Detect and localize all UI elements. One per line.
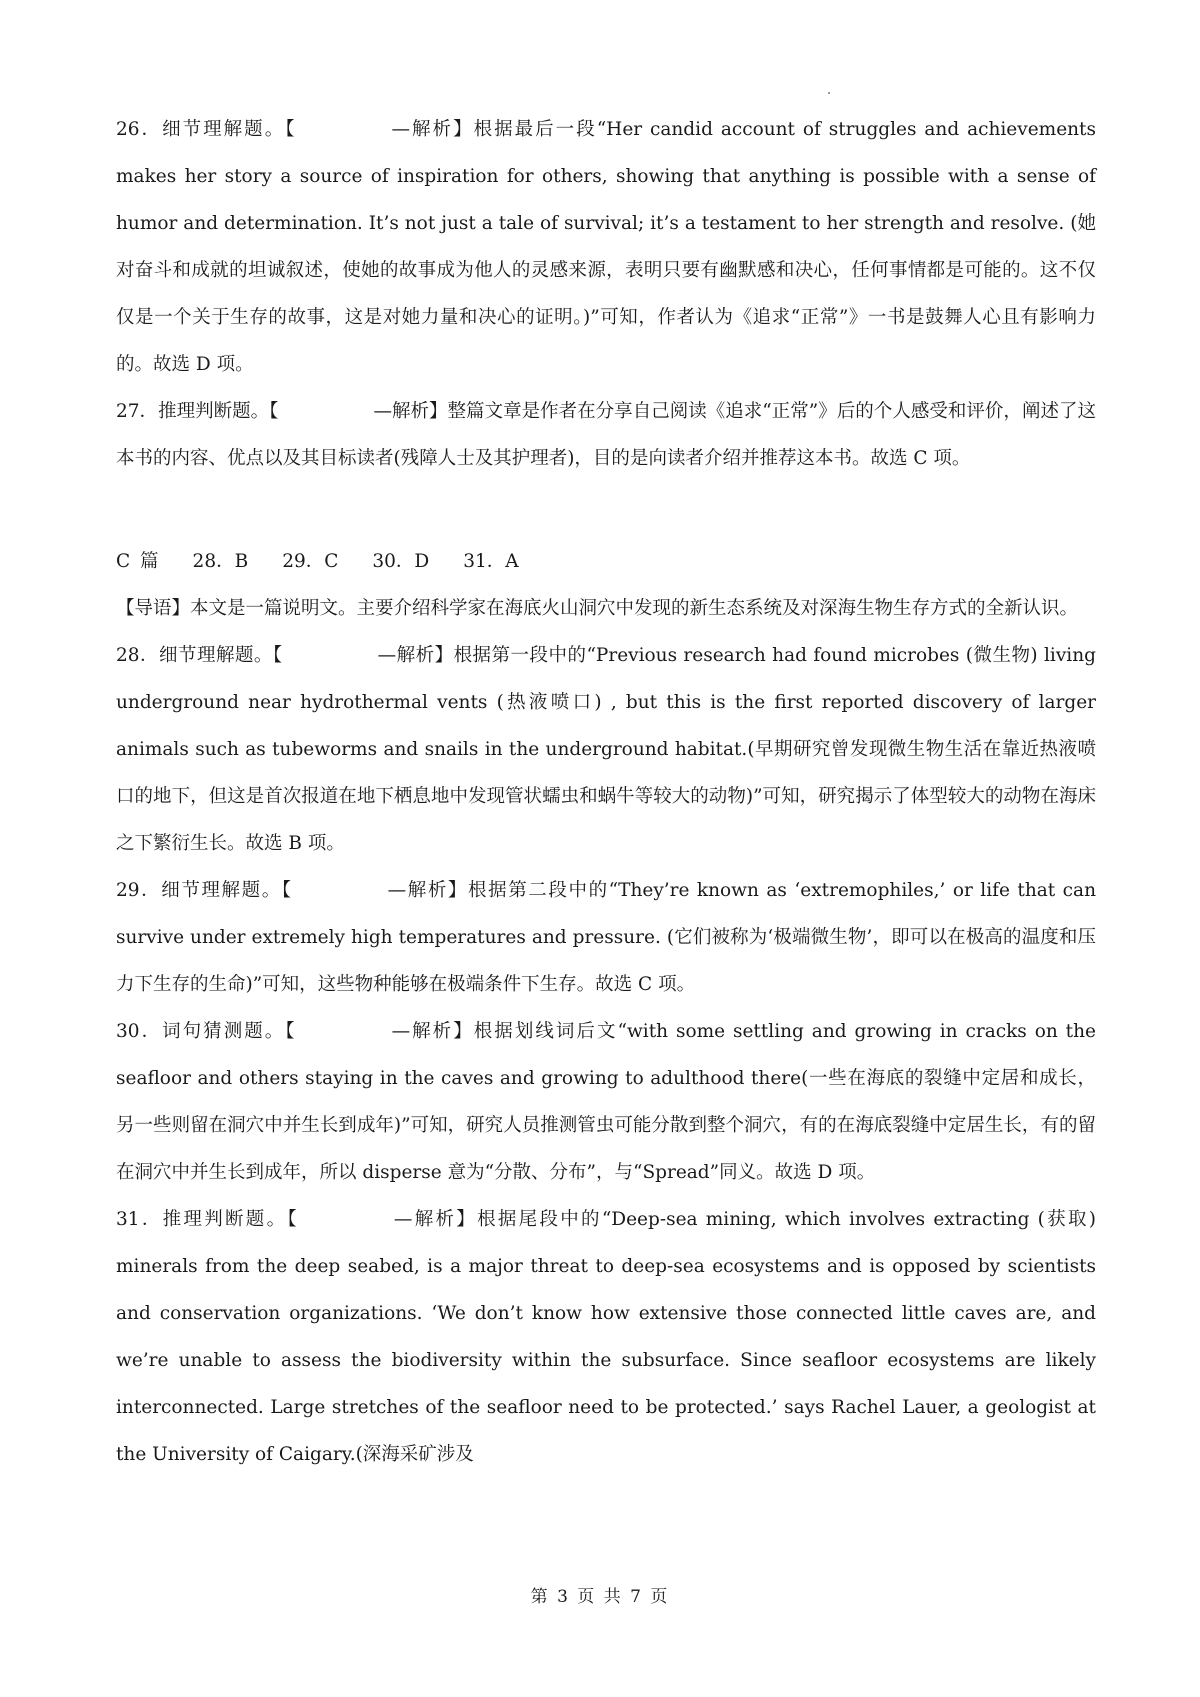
analysis-tag: —解析】 xyxy=(377,645,454,666)
analysis-text: 根据尾段中的“Deep-sea mining, which involves extracting (获取) minerals from the deep seabed, is a major threat to deep-sea ecosystems and is opposed by scientists and conservation organizations. ‘We don’t know how extensive those connected little caves are, and we’re unable to assess the biodiversity within the subsurface. Since seafloor ecosystems are likely interconnected. Large stretches of the seafloor need to be protected.’ says Rachel Lauer, a geologist at the University of Caigary.(深海采矿涉及 xyxy=(116,1209,1096,1465)
analysis-tag: —解析】 xyxy=(387,880,469,901)
answer-30 xyxy=(116,1008,1096,1196)
analysis-tag: —解析】 xyxy=(391,1021,474,1042)
question-number: 29． xyxy=(116,880,162,901)
analysis-text: 根据第二段中的“They’re known as ‘extremophiles,’ or life that can survive under extremely high temperatures and pressure. (它们被称为‘极端微生物’，即可以在极高的温度和压力下生存的生命)”可知，这些物种能够在极端条件下生存。故选 C 项。 xyxy=(116,880,1096,995)
question-number: 26． xyxy=(116,119,163,140)
question-number: 28． xyxy=(116,645,160,666)
answer-29 xyxy=(116,867,1096,1008)
answer-key-row xyxy=(116,538,1096,585)
answer-26 xyxy=(116,106,1096,388)
section-label: C 篇 xyxy=(116,551,159,572)
answer-key: 29．C xyxy=(282,551,339,572)
answer-key: 28．B xyxy=(192,551,249,572)
question-type: 词句猜测题。【 xyxy=(162,1021,297,1042)
question-type: 细节理解题。【 xyxy=(161,880,293,901)
stray-mark xyxy=(828,92,830,94)
analysis-text: 整篇文章是作者在分享自己阅读《追求“正常”》后的个人感受和评价，阐述了这本书的内容、优点以及其目标读者(残障人士及其护理者)，目的是向读者介绍并推荐这本书。故选 C 项。 xyxy=(116,401,1096,469)
analysis-tag: —解析】 xyxy=(393,1209,478,1230)
answer-key: 30．D xyxy=(372,551,430,572)
question-number: 31． xyxy=(116,1209,163,1230)
answer-28 xyxy=(116,632,1096,867)
question-type: 推理判断题。【 xyxy=(158,401,279,422)
analysis-text: 根据第一段中的“Previous research had found microbes (微生物) living underground near hydrothermal vents (热液喷口) , but this is the first reported discovery of larger animals such as tubeworms and snails in the underground habitat.(早期研究曾发现微生物生活在靠近热液喷口的地下，但这是首次报道在地下栖息地中发现管状蠕虫和蜗牛等较大的动物)”可知，研究揭示了体型较大的动物在海床之下繁衍生长。故选 B 项。 xyxy=(116,645,1096,854)
page-number: 第 3 页 共 7 页 xyxy=(530,1587,670,1607)
analysis-tag: —解析】 xyxy=(373,401,448,422)
analysis-text: 根据划线词后文“with some settling and growing in cracks on the seafloor and others staying in the caves and growing to adulthood there(一些在海底的裂缝中定居和成长，另一些则留在洞穴中并生长到成年)”可知，研究人员推测管虫可能分散到整个洞穴，有的在海底裂缝中定居生长，有的留在洞穴中并生长到成年，所以 disperse 意为“分散、分布”，与“Spread”同义。故选 D 项。 xyxy=(116,1021,1096,1183)
question-number: 30． xyxy=(116,1021,163,1042)
analysis-tag: —解析】 xyxy=(391,119,474,140)
answer-key: 31．A xyxy=(463,551,519,572)
question-number: 27． xyxy=(116,401,159,422)
document-body xyxy=(116,106,1096,1478)
answer-27 xyxy=(116,388,1096,482)
question-type: 细节理解题。【 xyxy=(159,645,283,666)
section-c xyxy=(116,538,1096,632)
analysis-text: 根据最后一段“Her candid account of struggles and achievements makes her story a source of inspiration for others, showing that anything is possible with a sense of humor and determination. It’s not just a tale of survival; it’s a testament to her strength and resolve. (她对奋斗和成就的坦诚叙述，使她的故事成为他人的灵感来源，表明只要有幽默感和决心，任何事情都是可能的。这不仅仅是一个关于生存的故事，这是对她力量和决心的证明。)”可知，作者认为《追求“正常”》一书是鼓舞人心且有影响力的。故选 D 项。 xyxy=(116,119,1096,375)
question-type: 推理判断题。【 xyxy=(162,1209,299,1230)
answer-31 xyxy=(116,1196,1096,1478)
question-type: 细节理解题。【 xyxy=(162,119,297,140)
section-intro: 【导语】本文是一篇说明文。主要介绍科学家在海底火山洞穴中发现的新生态系统及对深海生物生存方式的全新认识。 xyxy=(116,598,1079,619)
